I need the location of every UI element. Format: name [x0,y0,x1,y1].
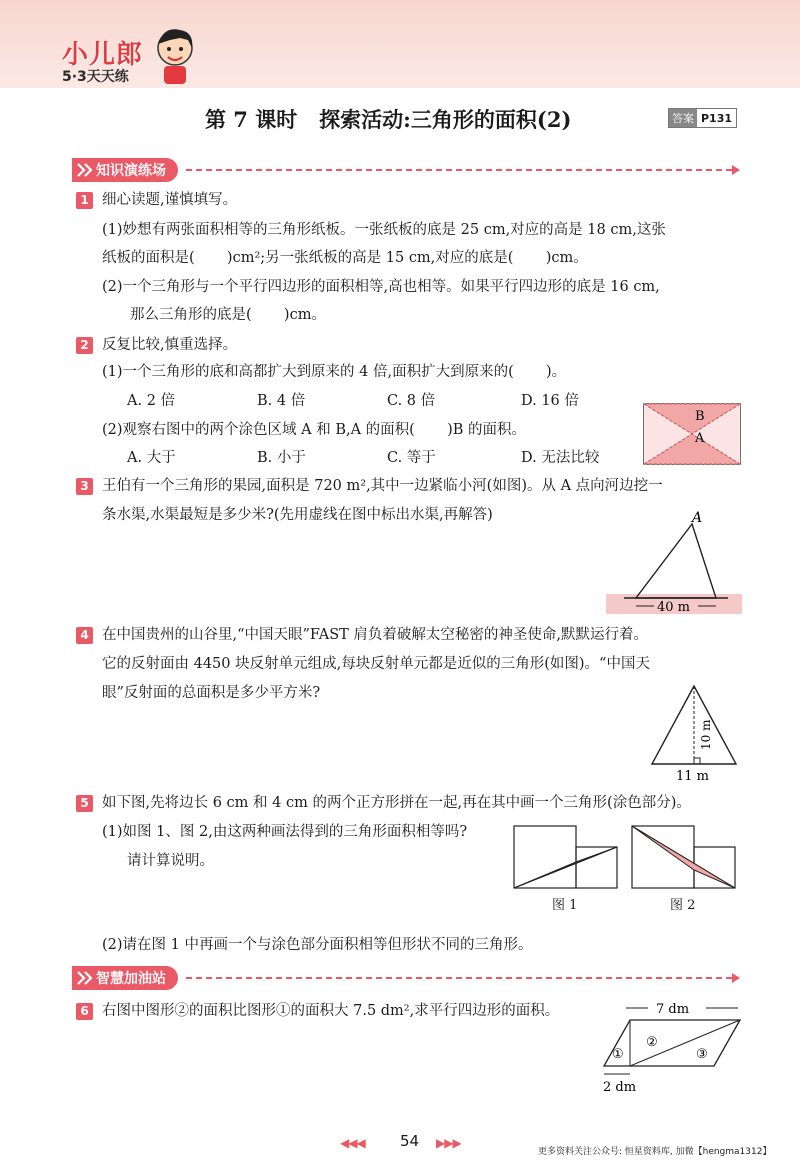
q4-fig-base: 11 m [676,769,710,784]
q6-fig-region-2: ② [646,1035,658,1050]
arrow-right-icon [732,165,740,175]
page-title: 第 7 课时 探索活动:三角形的面积(2) [205,107,572,132]
q2-option-a2: A. 大于 [127,450,176,466]
q3-line1: 王伯有一个三角形的果园,面积是 720 m²,其中一边紧临小河(如图)。从 A 点向河边挖一 [102,478,663,494]
q2-option-d2: D. 无法比较 [521,450,600,466]
q2-option-b2: B. 小于 [257,450,306,466]
q2-option-c1: C. 8 倍 [387,393,436,409]
q2-part1: (1)一个三角形的底和高都扩大到原来的 4 倍,面积扩大到原来的( )。 [102,364,567,380]
double-chevron-icon [76,162,94,178]
footer-note: 更多资料关注公众号: 恒星资料库, 加微【hengma1312】 [538,1147,772,1157]
q3-figure-orchard [606,506,742,618]
q6-figure-parallelogram [600,998,744,1098]
q3-line2: 条水渠,水渠最短是多少米?(先用虚线在图中标出水渠,再解答) [102,507,493,523]
q3-fig-base: 40 m [657,600,691,615]
q2-fig-label-b: B [695,409,705,424]
brand-series: 5·3天天练 [62,69,129,85]
q2-figure-rectangle [642,402,742,466]
section-banner-1 [72,158,740,182]
question-number: 1 [76,192,93,209]
q5-figures [510,822,742,892]
q2-heading: 反复比较,慎重选择。 [102,337,238,353]
q1-part1-line2: 纸板的面积是( )cm²;另一张纸板的高是 15 cm,对应的底是( )cm。 [102,250,588,266]
question-number: 5 [76,795,93,812]
prev-arrows-icon: ◀◀◀ [340,1136,365,1150]
q2-option-b1: B. 4 倍 [257,393,306,409]
q2-option-a1: A. 2 倍 [127,393,176,409]
section-title-1: 知识演练场 [72,158,178,182]
q1-part1-line1: (1)妙想有两张面积相等的三角形纸板。一张纸板的底是 25 cm,对应的高是 18 cm,这张 [102,222,666,238]
question-number: 2 [76,337,93,354]
answer-page: P131 [701,111,733,125]
q2-part2: (2)观察右图中的两个涂色区域 A 和 B,A 的面积( )B 的面积。 [102,422,527,438]
q2-option-d1: D. 16 倍 [521,393,579,409]
q6-line1: 右图中图形②的面积比图形①的面积大 7.5 dm²,求平行四边形的面积。 [102,1003,560,1019]
double-chevron-icon [76,970,94,986]
q1-part2-line2: 那么三角形的底是( )cm。 [130,307,326,323]
q5-part2: (2)请在图 1 中再画一个与涂色部分面积相等但形状不同的三角形。 [102,937,533,953]
mascot-icon [150,22,200,86]
question-number: 4 [76,627,93,644]
q5-part1-line2: 请计算说明。 [127,853,214,869]
page-number: 54 [400,1132,420,1150]
q6-fig-bottom: 2 dm [603,1080,637,1095]
section-title-2: 智慧加油站 [72,966,178,990]
question-number: 6 [76,1003,93,1020]
q4-line1: 在中国贵州的山谷里,“中国天眼”FAST 肩负着破解太空秘密的神圣使命,默默运行着。 [102,627,649,643]
q5-figure1-caption: 图 1 [552,898,578,913]
question-number: 3 [76,478,93,495]
q4-line2: 它的反射面由 4450 块反射单元组成,每块反射单元都是近似的三角形(如图)。“中国天 [102,656,650,672]
q2-option-c2: C. 等于 [387,450,436,466]
section-divider [186,977,732,979]
q6-fig-top: 7 dm [656,1002,690,1017]
answer-badge [668,108,737,128]
q4-figure-triangle [650,684,742,784]
q4-line3: 眼”反射面的总面积是多少平方米? [102,685,321,701]
q3-fig-vertex: A [692,510,703,526]
section-banner-2 [72,966,740,990]
section-divider [186,169,732,171]
q4-fig-height: 10 m [699,719,713,750]
q5-part1-line1: (1)如图 1、图 2,由这两种画法得到的三角形面积相等吗? [102,824,468,840]
answer-label: 答案 [669,109,697,127]
brand-logo: 小儿郎 [62,40,144,70]
q6-fig-region-1: ① [612,1047,624,1062]
q1-part2-line1: (2)一个三角形与一个平行四边形的面积相等,高也相等。如果平行四边形的底是 16 cm, [102,279,660,295]
q2-fig-label-a: A [695,431,705,446]
q5-figure2-caption: 图 2 [670,898,696,913]
next-arrows-icon: ▶▶▶ [436,1136,461,1150]
q6-fig-region-3: ③ [696,1047,708,1062]
q1-heading: 细心读题,谨慎填写。 [102,192,238,208]
arrow-right-icon [732,973,740,983]
q5-line1: 如下图,先将边长 6 cm 和 4 cm 的两个正方形拼在一起,再在其中画一个三角形(涂色部分)。 [102,795,691,811]
